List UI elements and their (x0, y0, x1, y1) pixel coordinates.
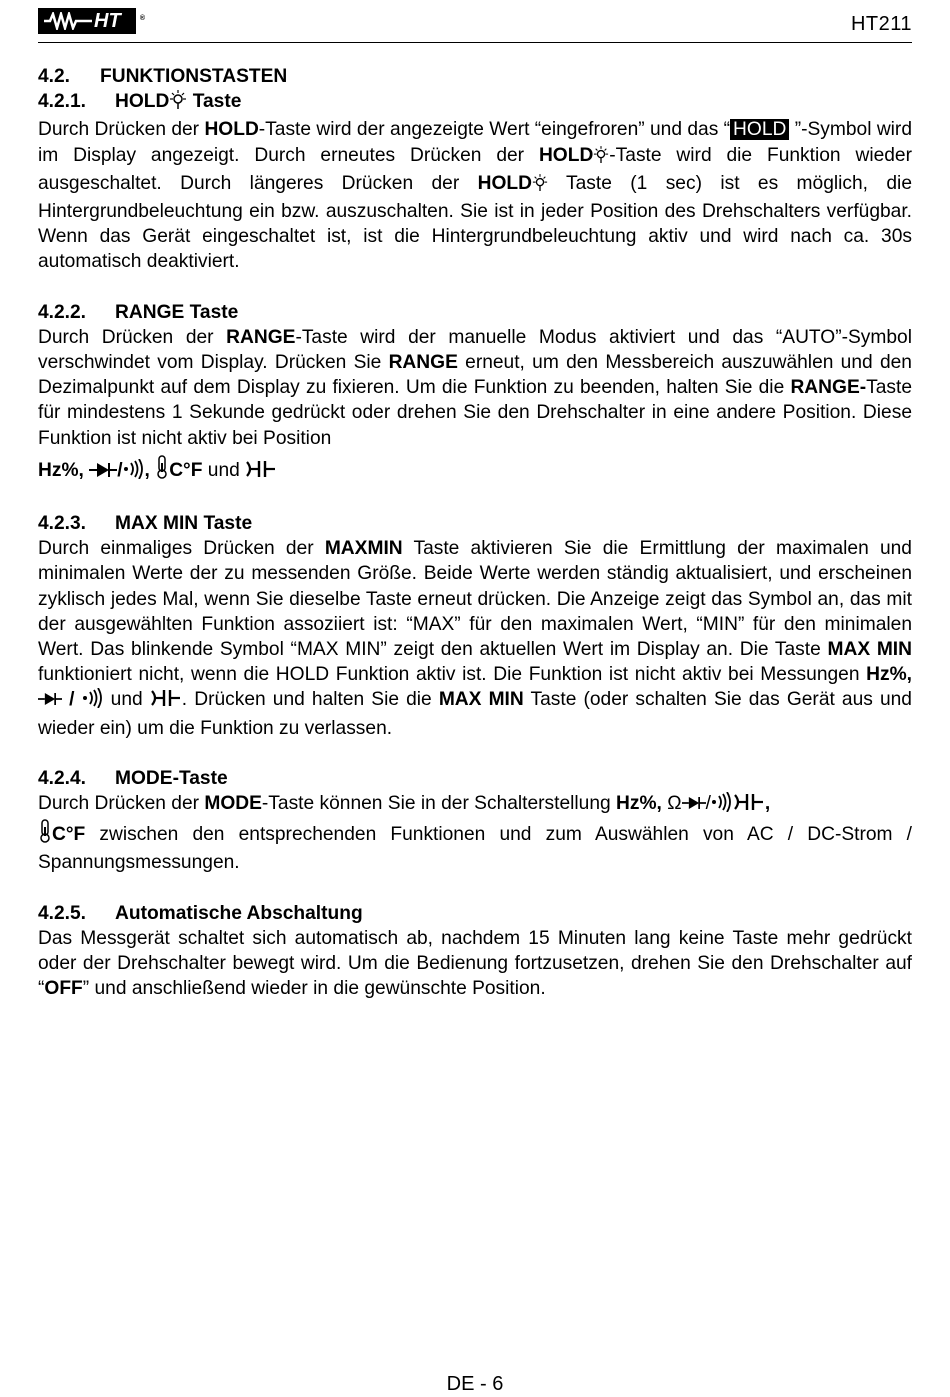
continuity-buzzer-icon (82, 688, 104, 715)
subsection-heading-mode: 4.2.4. MODE-Taste (38, 767, 228, 789)
registered-mark: ® (139, 15, 145, 22)
subsection-heading-hold: 4.2.1. HOLD Taste (38, 89, 912, 117)
paragraph-auto-off: Das Messgerät schaltet sich automatisch ab, nachdem 15 Minuten lang keine Taste mehr gedrückt oder der Drehschalter bewegt wird. Um die Bedienung fortzusetzen, drehen Sie den Drehschalter auf “OFF” und anschließend wieder in die gewünschte Position. (38, 927, 912, 1000)
diode-icon (38, 690, 62, 715)
section-number: 4.2. (38, 66, 71, 87)
paragraph-maxmin: Durch einmaliges Drücken der MAXMIN Taste aktivieren Sie die Ermittlung der maximalen und minimalen Werte der zu messenden Größe. Beide Werte werden ständig aktualisiert, und erscheinen zyklisch jedes Mal, wenn Sie dieselbe Taste erneut drücken. Die Anzeige zeigt das Symbol an, das mit der ausgewählten Funktion assoziiert ist: “MAX” für den maximalen Wert, “MIN” für den minimalen Wert. Das blinkende Symbol “MAX MIN” zeigt den aktuellen Wert im Display an. Die Taste MAX MIN funktioniert nicht, wenn die HOLD Funktion aktiv ist. Die Funktion ist nicht aktiv bei Messungen Hz%, / und . Drücken und halten Sie die MAX MIN Taste (oder schalten Sie das Gerät aus und wieder ein) um die Funktion zu verlassen. (38, 538, 912, 739)
paragraph-hold: Durch Drücken der HOLD-Taste wird der angezeigte Wert “eingefroren” und das “ HOLD ”-Symbol wird im Display angezeigt. Durch erneutes Drücken der HOLD -Taste wird die Funktion wieder ausgeschaltet. Durch längeres Drücken der HOLD Taste (1 sec) ist es möglich, die Hintergrundbeleuchtung ein bzw. auszuschalten. Sie ist in jeder Position des Drehschalters verfügbar. Wenn das Gerät eingeschaltet ist, ist die Hintergrundbeleuchtung aktiv und wird nach ca. 30s automatisch deaktiviert. (38, 119, 912, 273)
diode-icon (682, 794, 706, 819)
backlight-bulb-icon (169, 90, 187, 117)
brand-name: HT (94, 10, 121, 32)
paragraph-mode: Durch Drücken der MODE-Taste können Sie in der Schalterstellung Hz%, Ω / , C°F zwischen den entsprechenden Funktionen und zum Auswählen von AC / DC-Strom / Spannungsmessungen. (38, 793, 912, 874)
paragraph-range-positions: Hz%, / , C°F und (38, 455, 912, 486)
lightning-wave-icon (44, 12, 92, 30)
page-number: DE - 6 (446, 1373, 504, 1395)
backlight-bulb-icon (532, 174, 548, 199)
subsection-title: HOLD (115, 91, 170, 113)
diode-icon (89, 461, 117, 486)
subsection-heading-maxmin: 4.2.3. MAX MIN Taste (38, 513, 253, 535)
capacitor-icon (245, 459, 277, 486)
thermometer-icon (155, 455, 169, 486)
capacitor-icon (733, 792, 765, 819)
subsection-number: 4.2.1. (38, 91, 87, 113)
backlight-bulb-icon (593, 146, 609, 171)
page-header (38, 6, 912, 43)
capacitor-icon (150, 688, 182, 715)
paragraph-range: Durch Drücken der RANGE-Taste wird der manuelle Modus aktiviert und das “AUTO”-Symbol verschwindet vom Display. Drücken Sie RANGE erneut, um den Messbereich auszuwählen und den Dezimalpunkt auf dem Display zu fixieren. Um die Funktion zu beenden, halten Sie die RANGE-Taste für mindestens 1 Sekunde gedrückt oder drehen Sie den Drehschalter in eine andere Position. Diese Funktion ist nicht aktiv bei Position (38, 326, 912, 449)
continuity-buzzer-icon (123, 459, 145, 486)
section-heading (38, 64, 912, 89)
continuity-buzzer-icon (711, 792, 733, 819)
thermometer-icon (38, 819, 52, 850)
ohm-symbol: Ω (667, 793, 682, 815)
hold-display-symbol: HOLD (730, 119, 789, 140)
subsection-heading-range: 4.2.2. RANGE Taste (38, 301, 239, 323)
model-number: HT211 (850, 13, 912, 35)
subsection-heading-auto-off: 4.2.5. Automatische Abschaltung (38, 902, 363, 924)
brand-logo (38, 8, 145, 34)
document-body (38, 64, 912, 1002)
section-title: FUNKTIONSTASTEN (100, 66, 288, 87)
